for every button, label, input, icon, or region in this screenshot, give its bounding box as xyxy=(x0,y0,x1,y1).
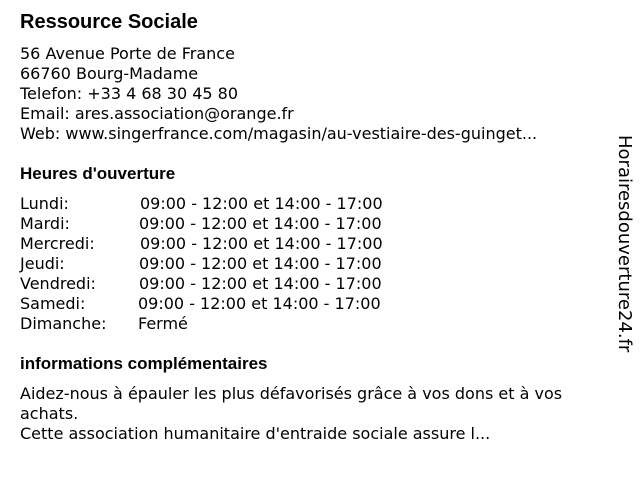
info-description xyxy=(20,384,620,444)
address-street: 56 Avenue Porte de France xyxy=(20,44,235,63)
hours-row-wednesday xyxy=(20,234,383,254)
hours-heading: Heures d'ouverture xyxy=(20,164,176,183)
hours-row-sunday xyxy=(20,314,188,334)
time-range: 09:00 - 12:00 et 14:00 - 17:00 xyxy=(138,294,381,313)
hours-row-thursday xyxy=(20,254,382,274)
day-label: Dimanche: xyxy=(20,314,107,333)
hours-row-monday xyxy=(20,194,383,214)
hours-row-tuesday xyxy=(20,214,382,234)
time-range: 09:00 - 12:00 et 14:00 - 17:00 xyxy=(139,254,382,273)
time-range: 09:00 - 12:00 et 14:00 - 17:00 xyxy=(139,274,382,293)
email-address[interactable]: Email: ares.association@orange.fr xyxy=(20,104,294,123)
day-label: Jeudi: xyxy=(20,254,65,273)
info-heading: informations complémentaires xyxy=(20,354,268,373)
contact-details xyxy=(20,44,610,144)
hours-row-saturday xyxy=(20,294,381,314)
day-label: Samedi: xyxy=(20,294,86,313)
day-label: Mercredi: xyxy=(20,234,95,253)
day-label: Mardi: xyxy=(20,214,70,233)
time-range: 09:00 - 12:00 et 14:00 - 17:00 xyxy=(140,234,383,253)
hours-row-friday xyxy=(20,274,382,294)
phone-number[interactable]: Telefon: +33 4 68 30 45 80 xyxy=(20,84,239,103)
website-link[interactable]: Web: www.singerfrance.com/magasin/au-vestiaire-des-guinget... xyxy=(20,124,538,143)
day-label: Vendredi: xyxy=(20,274,96,293)
time-range: 09:00 - 12:00 et 14:00 - 17:00 xyxy=(140,194,383,213)
time-range: Fermé xyxy=(138,314,188,333)
opening-hours-table xyxy=(20,194,383,334)
day-label: Lundi: xyxy=(20,194,69,213)
page-title: Ressource Sociale xyxy=(20,11,198,33)
time-range: 09:00 - 12:00 et 14:00 - 17:00 xyxy=(139,214,382,233)
info-line: Aidez-nous à épauler les plus défavorisés grâce à vos dons et à vos achats. xyxy=(20,384,563,423)
info-line: Cette association humanitaire d'entraide sociale assure l... xyxy=(20,424,491,443)
address-city: 66760 Bourg-Madame xyxy=(20,64,199,83)
brand-watermark: Horairesdouverture24.fr xyxy=(614,135,635,353)
